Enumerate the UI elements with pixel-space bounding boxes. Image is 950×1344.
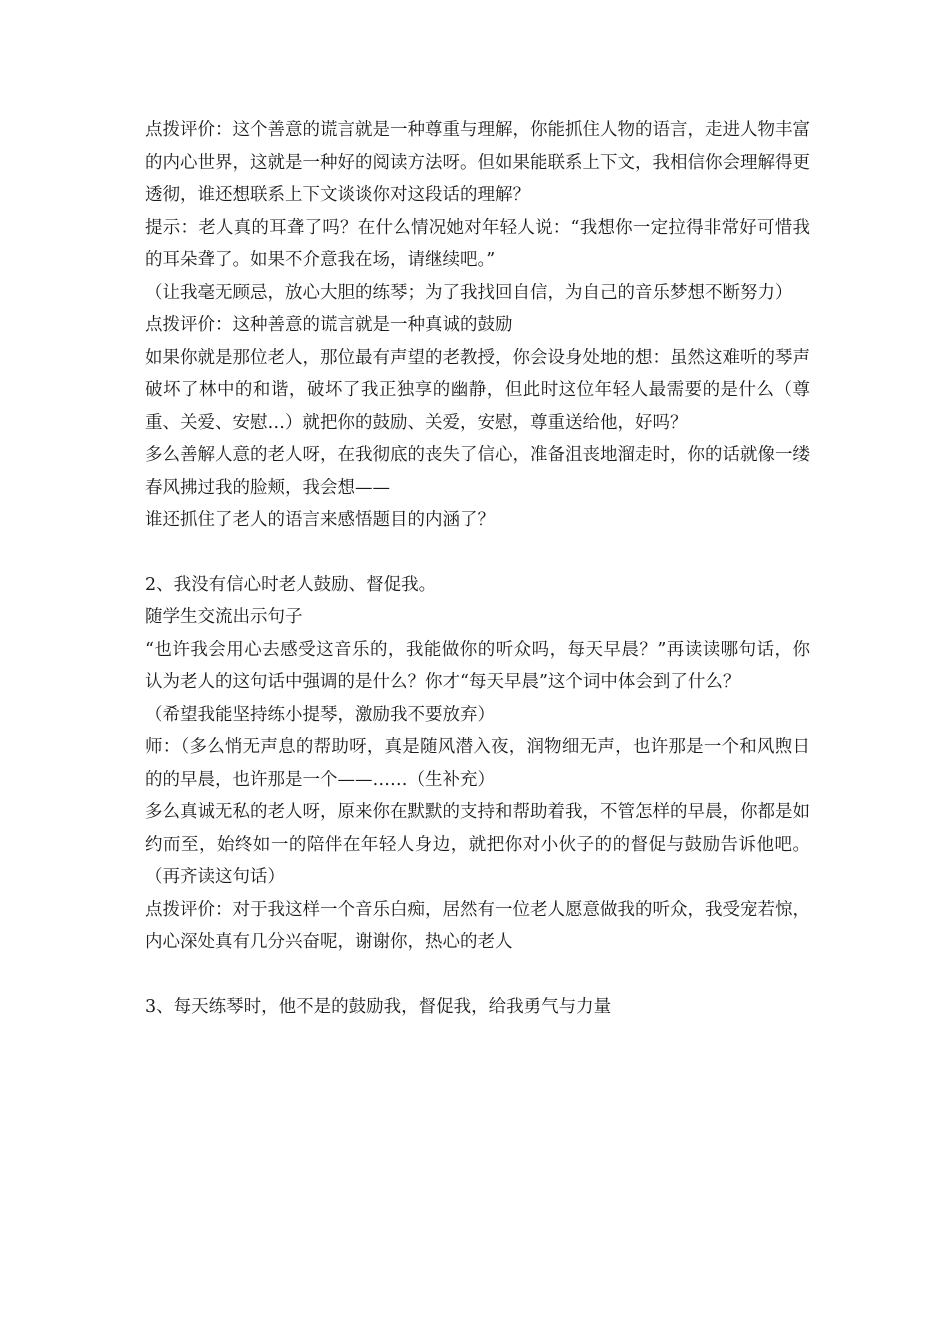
- paragraph-spacer: [145, 537, 810, 569]
- document-body: [145, 114, 810, 1023]
- paragraph-quote: “也许我会用心去感受这音乐的，我能做你的听众吗，每天早晨？”再读读哪句话，你认为老人的这句话中强调的是什么？你才“每天早晨”这个词中体会到了什么？: [145, 639, 810, 692]
- paragraph-question-1: 谁还抓住了老人的语言来感悟题目的内涵了？: [145, 510, 495, 530]
- paragraph-hint: 提示：老人真的耳聋了吗？在什么情况她对年轻人说：“我想你一定拉得非常好可惜我的耳朵聋了。如果不介意我在场，请继续吧。”: [145, 217, 810, 270]
- section-heading-3: 3、每天练琴时，他不是的鼓励我，督促我，给我勇气与力量: [145, 996, 612, 1017]
- paragraph-comment-3: 点拨评价：对于我这样一个音乐白痴，居然有一位老人愿意做我的听众，我受宠若惊，内心深处真有几分兴奋呢，谢谢你，热心的老人: [145, 899, 810, 952]
- paragraph-reflection-2: 多么真诚无私的老人呀，原来你在默默的支持和帮助着我，不管怎样的早晨，你都是如约而至，始终如一的陪伴在年轻人身边，就把你对小伙子的的督促与鼓励告诉他吧。（再齐读这句话）: [145, 802, 810, 887]
- paragraph-teacher: 师：（多么悄无声息的帮助呀，真是随风潜入夜，润物细无声，也许那是一个和风煦日的的早晨，也许那是一个——……（生补充）: [145, 737, 810, 790]
- paragraph-role-play: 如果你就是那位老人，那位最有声望的老教授，你会设身处地的想：虽然这难听的琴声破坏了林中的和谐，破坏了我正独享的幽静，但此时这位年轻人最需要的是什么（尊重、关爱、安慰…）就把你的鼓励、关爱，安慰，尊重送给他，好吗？: [145, 347, 810, 433]
- paragraph-instruction: 随学生交流出示句子: [145, 607, 303, 627]
- paragraph-answer-2: （希望我能坚持练小提琴，激励我不要放弃）: [145, 704, 495, 725]
- paragraph-comment-1: 点拨评价：这个善意的谎言就是一种尊重与理解，你能抓住人物的语言，走进人物丰富的内心世界，这就是一种好的阅读方法呀。但如果能联系上下文，我相信你会理解得更透彻，谁还想联系上下文谈谈你对这段话的理解？: [145, 120, 810, 205]
- paragraph-spacer: [145, 959, 810, 991]
- section-heading-2: 2、我没有信心时老人鼓励、督促我。: [145, 574, 437, 595]
- paragraph-reflection-1: 多么善解人意的老人呀，在我彻底的丧失了信心，准备沮丧地溜走时，你的话就像一缕春风拂过我的脸颊，我会想——: [145, 445, 810, 498]
- paragraph-answer-1: （让我毫无顾忌，放心大胆的练琴；为了我找回自信，为自己的音乐梦想不断努力）: [145, 282, 793, 303]
- paragraph-comment-2: 点拨评价：这种善意的谎言就是一种真诚的鼓励: [145, 315, 513, 335]
